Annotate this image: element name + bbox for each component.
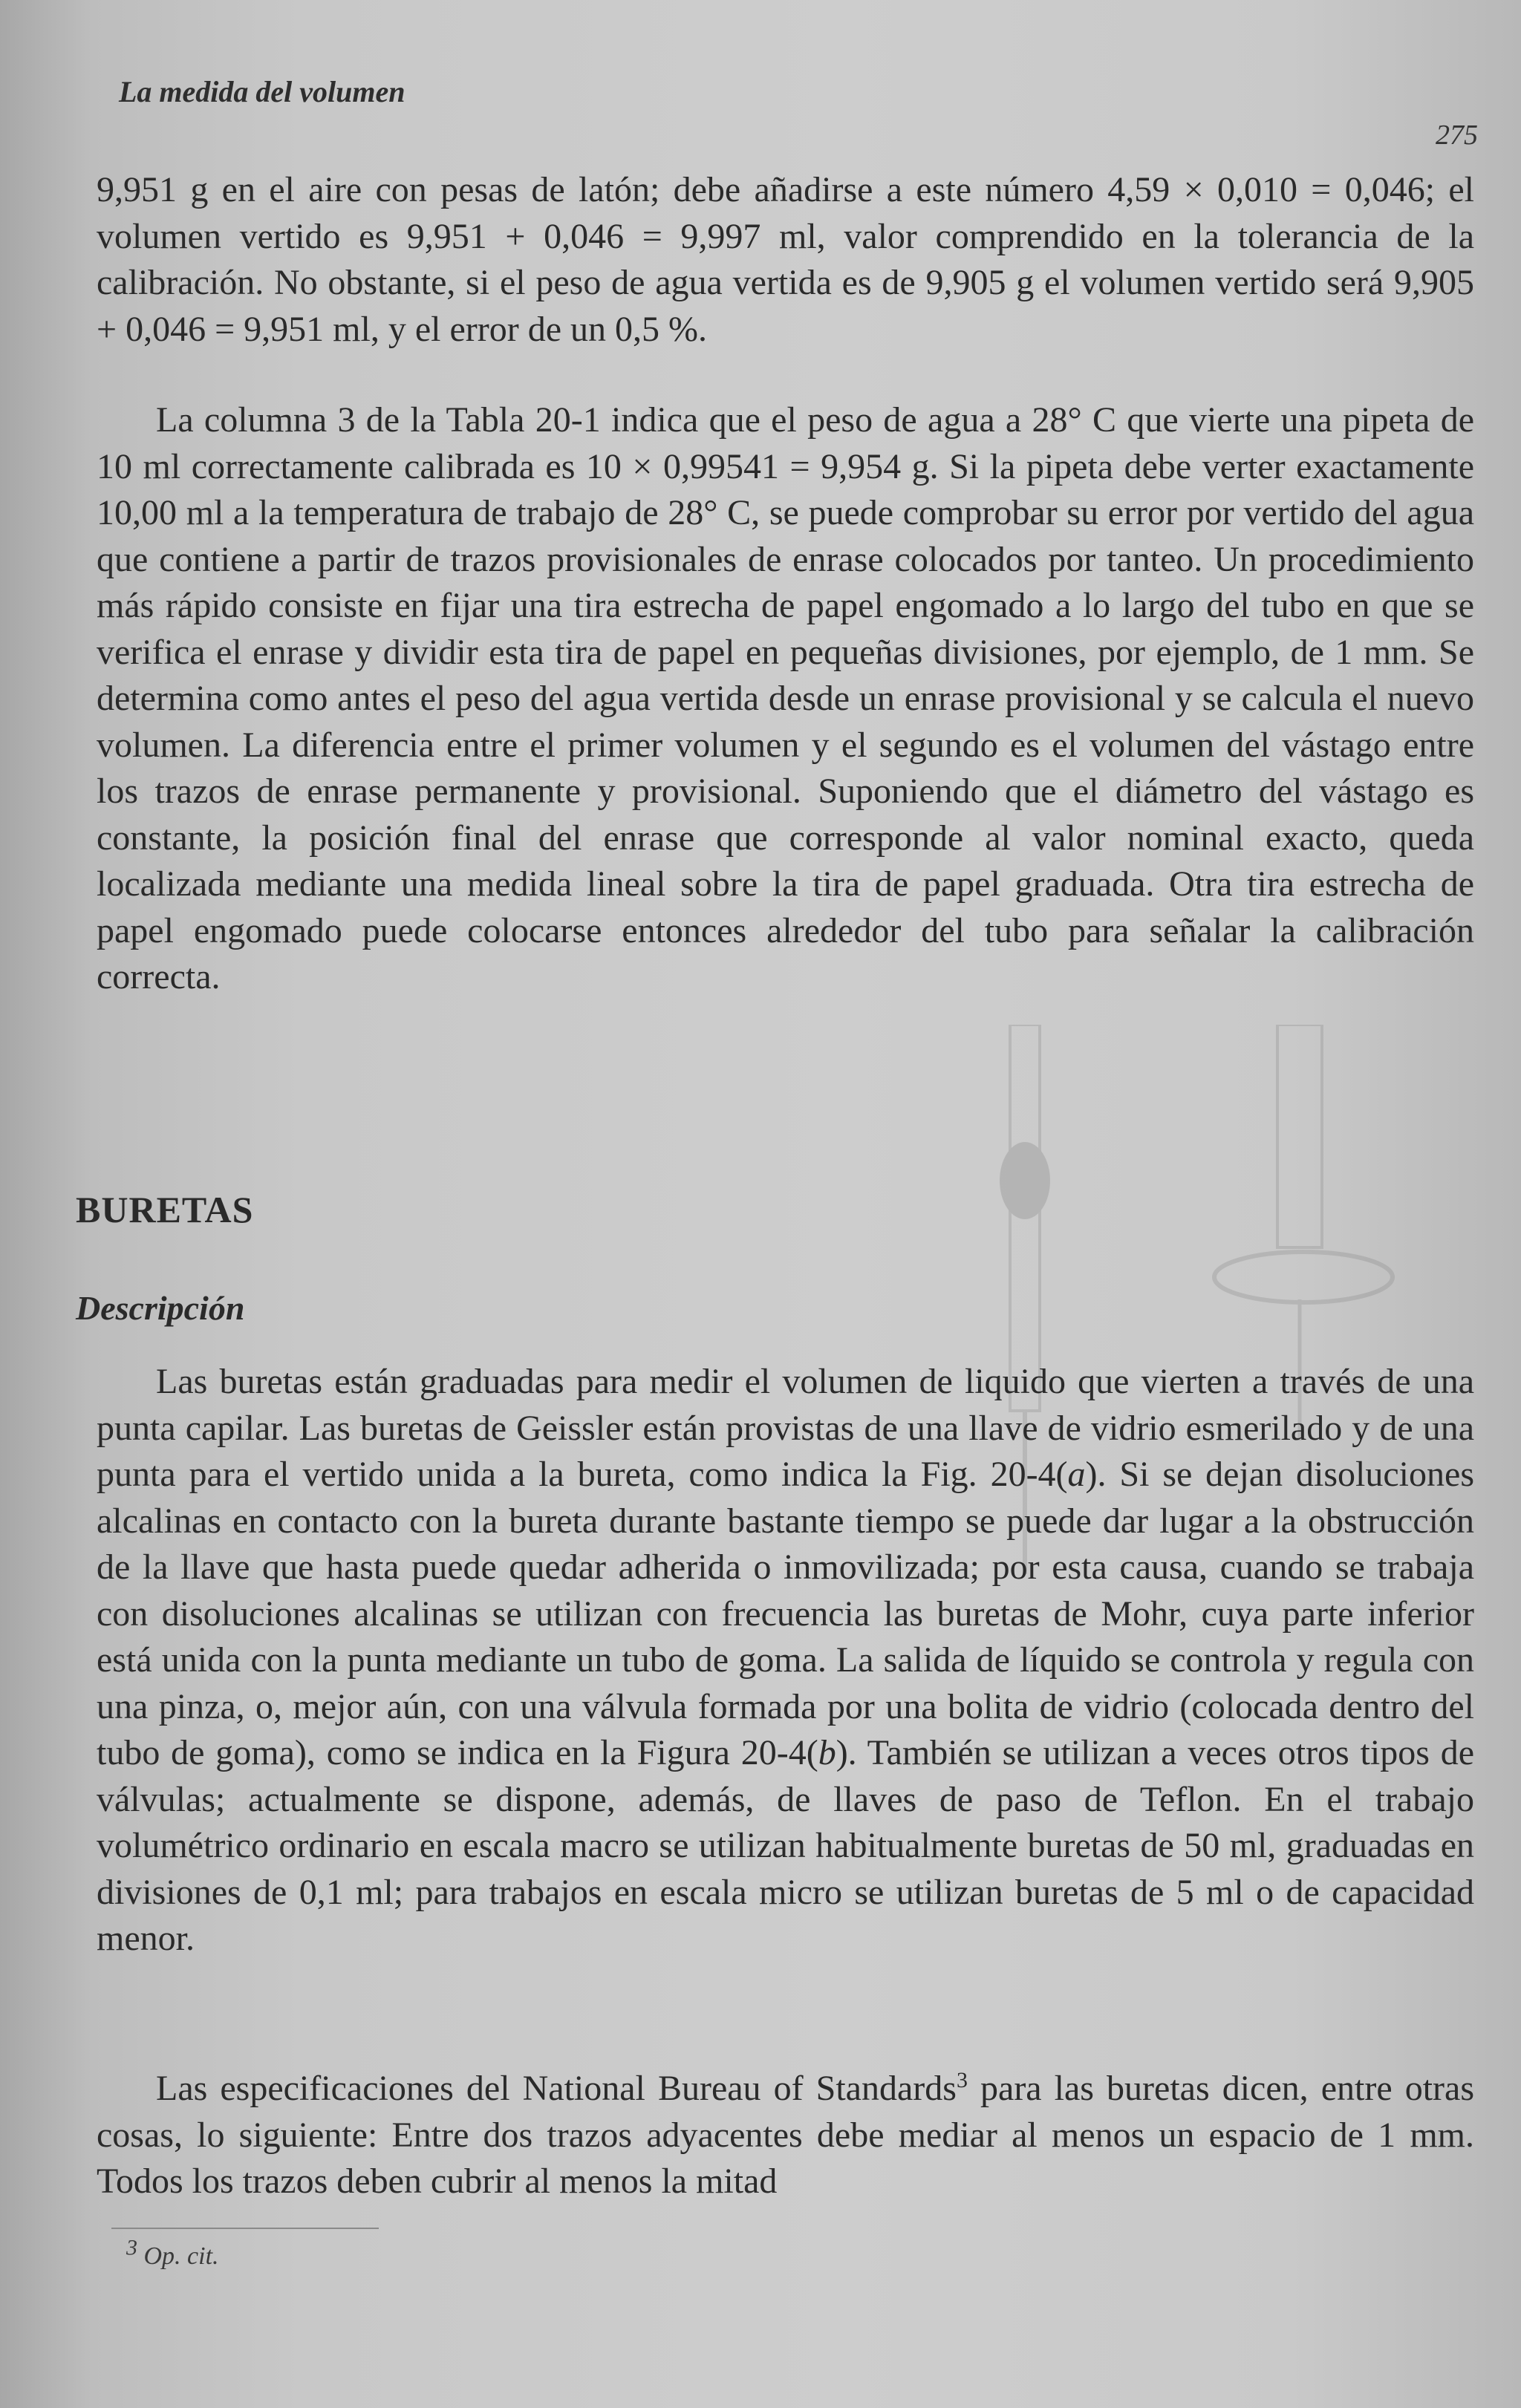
figure-label-b: b xyxy=(818,1733,836,1772)
figure-label-a: a xyxy=(1067,1455,1086,1494)
subsection-heading: Descripción xyxy=(76,1289,245,1327)
page-number: 275 xyxy=(1436,120,1478,151)
text-run: Las especificaciones del National Bureau of Standards xyxy=(156,2069,957,2108)
footnote xyxy=(126,2235,219,2271)
paragraph-text xyxy=(97,2066,1474,2205)
paragraph-text: 9,951 g en el aire con pesas de latón; debe añadirse a este número 4,59 × 0,010 = 0,046; el volumen vertido es 9,951 + 0,046 = 9,997 ml, valor comprendido en la tolerancia de la calibración. No obstante, si el peso de agua vertida es de 9,905 g el volumen vertido será 9,905 + 0,046 = 9,951 ml, y el error de un 0,5 %. xyxy=(97,170,1474,349)
footnote-divider xyxy=(111,2228,379,2229)
text-run: ). Si se dejan disoluciones alcalinas en contacto con la bureta durante bastante tiempo se puede dar lugar a la obstrucción de la llave que hasta puede quedar adherida o inmovilizada; por esta causa, cuando se trabaja con disoluciones alcalinas se utilizan con frecuencia las buretas de Mohr, cuya parte inferior está unida con la punta mediante un tubo de goma. La salida de líquido se controla y regula con una pinza, o, mejor aún, con una válvula formada por una bolita de vidrio (colocada dentro del tubo de goma), como se indica en la Figura 20-4( xyxy=(97,1455,1474,1772)
paragraph-pipette-correction xyxy=(97,397,1474,1001)
footnote-reference: 3 xyxy=(956,2068,968,2092)
footnote-marker: 3 xyxy=(126,2235,137,2260)
paragraph-text: La columna 3 de la Tabla 20-1 indica que el peso de agua a 28° C que vierte una pipeta de 10 ml correctamente calibrada es 10 × 0,99541 = 9,954 g. Si la pipeta debe verter exactamente 10,00 ml a la temperatura de trabajo de 28° C, se puede comprobar su error por vertido del agua que contiene a partir de trazos provisionales de enrase colocados por tanteo. Un procedimiento más rápido consiste en fijar una tira estrecha de papel engomado a lo largo del tubo en que se verifica el enrase y dividir esta tira de papel en pequeñas divisiones, por ejemplo, de 1 mm. Se determina como antes el peso del agua vertida desde un enrase provisional y se calcula el nuevo volumen. La diferencia entre el primer volumen y el segundo es el volumen del vástago entre los trazos de enrase permanente y provisional. Suponiendo que el diámetro del vástago es constante, la posición final del enrase que corresponde al valor nominal exacto, queda localizada mediante una medida lineal sobre la tira de papel graduada. Otra tira estrecha de papel engomado puede colocarse entonces alrededor del tubo para señalar la calibración correcta. xyxy=(97,400,1474,996)
paragraph-burette-description xyxy=(97,1359,1474,1962)
text-run: para las buretas dicen, entre otras cosas, lo siguiente: Entre dos trazos adyacentes debe mediar al menos un espacio de 1 mm. Todos los trazos deben cubrir al menos la mitad xyxy=(97,2069,1475,2201)
paragraph-nbs-specifications xyxy=(97,2066,1474,2205)
text-run: Las buretas están graduadas para medir el volumen de liquido que vierten a través de una punta capilar. Las buretas de Geissler están provistas de una llave de vidrio esmerilado y de una punta para el vertido unida a la bureta, como indica la Fig. 20-4( xyxy=(97,1362,1474,1494)
paragraph-calibration-result xyxy=(97,167,1474,353)
running-title: La medida del volumen xyxy=(119,75,406,108)
footnote-text: Op. cit. xyxy=(143,2242,219,2270)
paragraph-text xyxy=(97,1359,1474,1962)
section-heading: BURETAS xyxy=(76,1189,254,1230)
text-run: ). También se utilizan a veces otros tipos de válvulas; actualmente se dispone, además, de llaves de paso de Teflon. En el trabajo volumétrico ordinario en escala macro se utilizan habitualmente buretas de 50 ml, graduadas en divisiones de 0,1 ml; para trabajos en escala micro se utilizan buretas de 5 ml o de capacidad menor. xyxy=(97,1733,1475,1958)
